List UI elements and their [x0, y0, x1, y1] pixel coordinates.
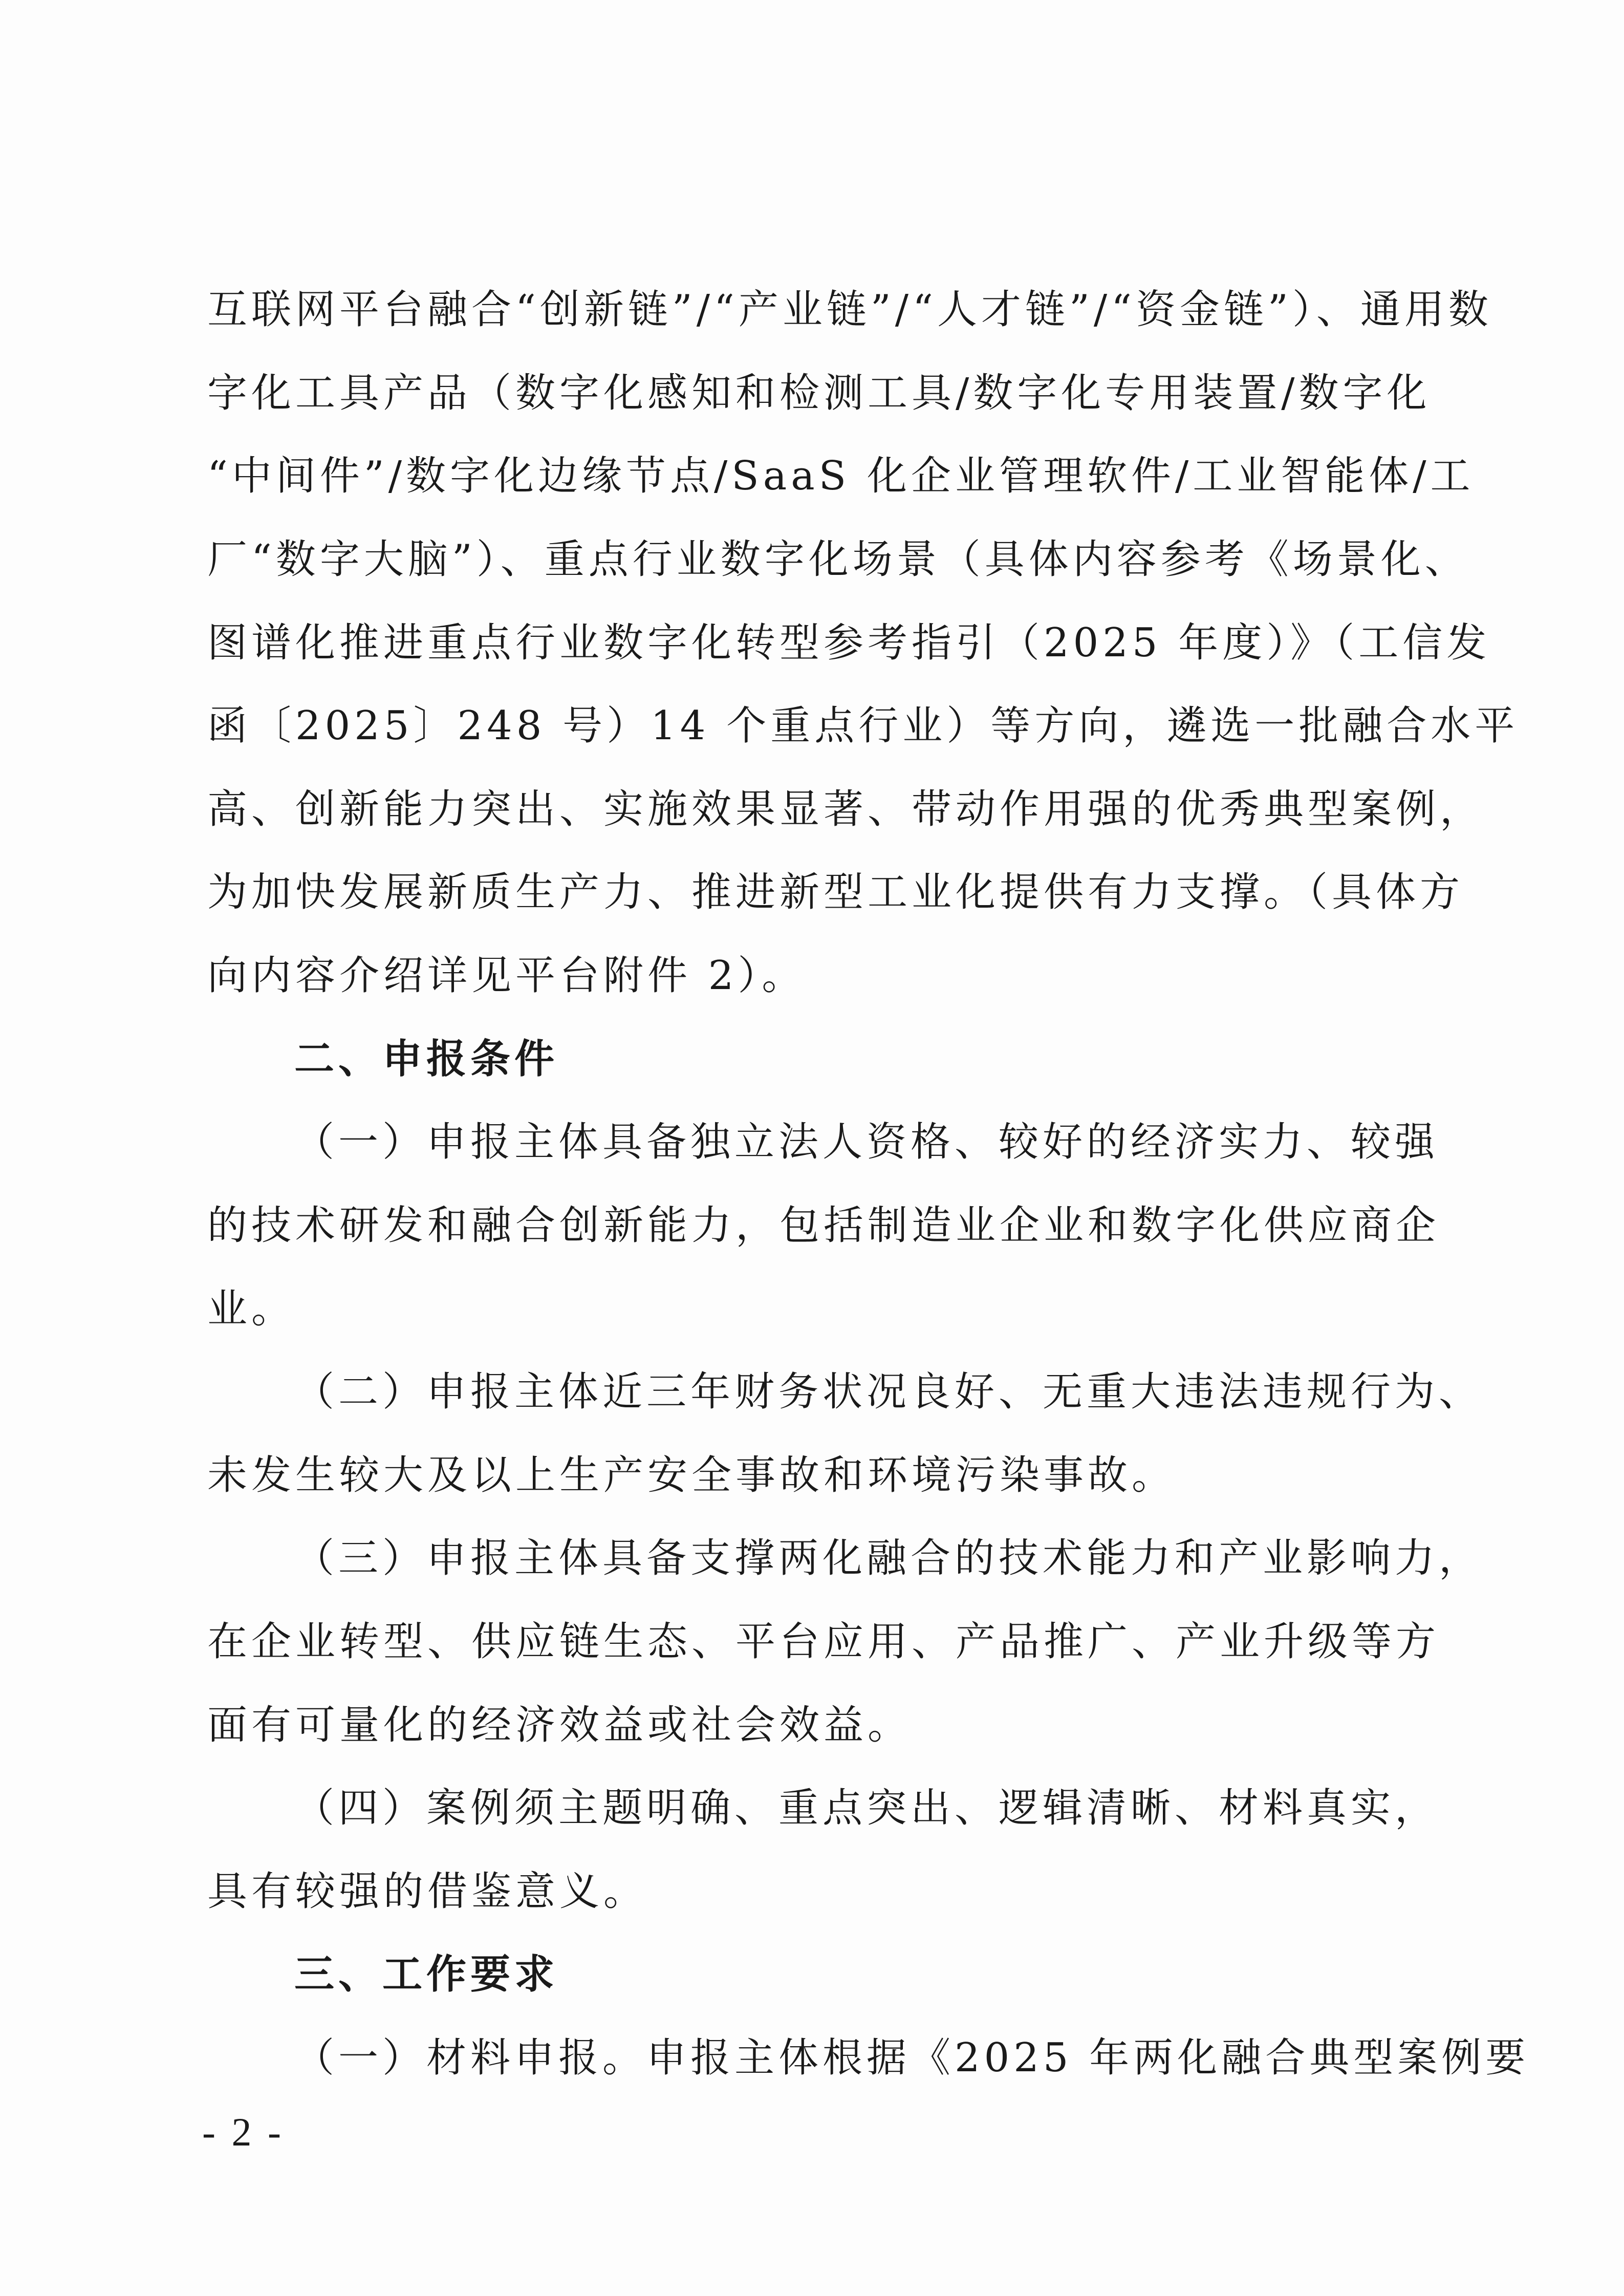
text-line: 函〔2025〕248 号）14 个重点行业）等方向，遴选一批融合水平 — [207, 703, 1519, 749]
text-line: 厂“数字大脑”）、重点行业数字化场景（具体内容参考《场景化、 — [207, 537, 1469, 583]
text-line: “中间件”/数字化边缘节点/SaaS 化企业管理软件/工业智能体/工 — [207, 453, 1475, 499]
text-line: 图谱化推进重点行业数字化转型参考指引（2025 年度）》（工信发 — [207, 620, 1491, 666]
text-line: （一）申报主体具备独立法人资格、较好的经济实力、较强 — [294, 1119, 1439, 1165]
text-line: （一）材料申报。申报主体根据《2025 年两化融合典型案例要 — [294, 2035, 1530, 2081]
section-heading-work-requirements: 三、工作要求 — [294, 1951, 559, 1998]
text-line: 业。 — [207, 1286, 296, 1332]
text-line: 字化工具产品（数字化感知和检测工具/数字化专用装置/数字化 — [207, 370, 1431, 416]
text-line: 在企业转型、供应链生态、平台应用、产品推广、产业升级等方 — [207, 1619, 1440, 1665]
text-line: （三）申报主体具备支撑两化融合的技术能力和产业影响力， — [294, 1535, 1483, 1581]
text-line: 未发生较大及以上生产安全事故和环境污染事故。 — [207, 1452, 1176, 1498]
text-line: 互联网平台融合“创新链”/“产业链”/“人才链”/“资金链”）、通用数 — [207, 287, 1492, 333]
text-line: 面有可量化的经济效益或社会效益。 — [207, 1702, 912, 1748]
page-number: - 2 - — [202, 2110, 284, 2154]
text-line: （四）案例须主题明确、重点突出、逻辑清晰、材料真实， — [294, 1785, 1439, 1831]
text-line: 为加快发展新质生产力、推进新型工业化提供有力支撑。（具体方 — [207, 869, 1464, 915]
section-heading-application-conditions: 二、申报条件 — [294, 1036, 559, 1082]
text-line: 高、创新能力突出、实施效果显著、带动作用强的优秀典型案例， — [207, 786, 1484, 832]
text-line: （二）申报主体近三年财务状况良好、无重大违法违规行为、 — [294, 1369, 1483, 1415]
text-line: 具有较强的借鉴意义。 — [207, 1869, 648, 1915]
text-line: 的技术研发和融合创新能力，包括制造业企业和数字化供应商企 — [207, 1203, 1440, 1249]
text-line: 向内容介绍详见平台附件 2）。 — [207, 953, 806, 999]
